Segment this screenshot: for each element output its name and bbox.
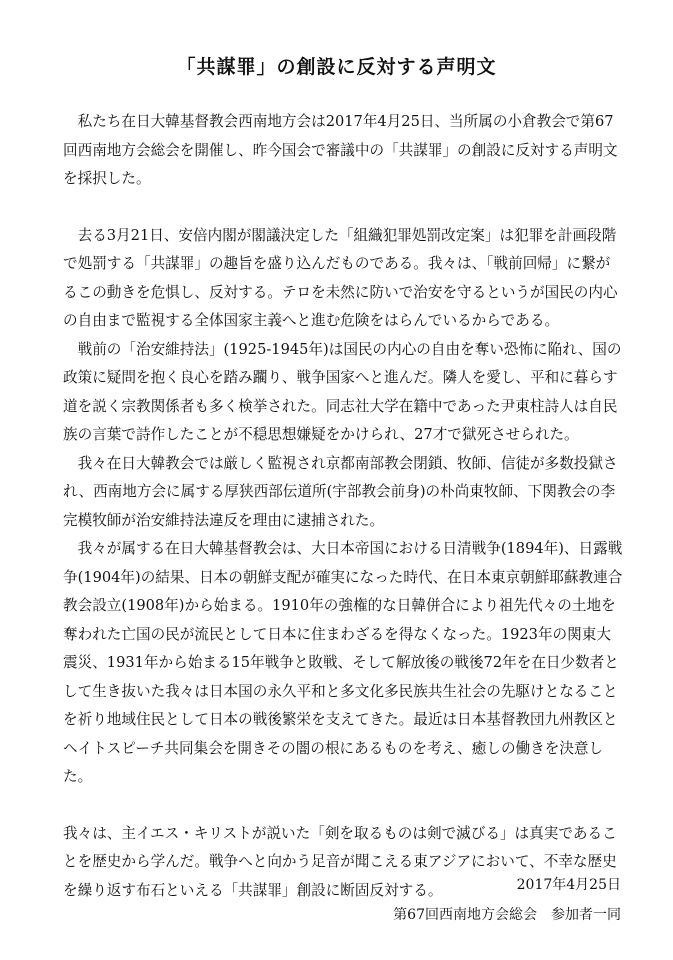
paragraph-gap (63, 194, 623, 222)
document-signer: 第67回西南地方会総会 参加者一同 (393, 907, 621, 923)
paragraph-prewar-law: 戦前の「治安維持法」(1925-1945年)は国民の内心の自由を奪い恐怖に陥れ、国の政策に疑問を抱く良心を踏み躙り、戦争国家へと進んだ。隣人を愛し、平和に暮らす道を説く宗教関係者も多く検挙された。同志社大学在籍中であった尹東柱詩人は自民族の言葉で詩作したことが不穏思想嫌疑をかけられ、27才で獄死させられた。 (63, 340, 622, 443)
paragraph-conclusion: 我々は、主イエス・キリストが説いた「剣を取るものは剣で滅びる」は真実であることを歴史から学んだ。戦争へと向かう足音が聞こえる東アジアにおいて、不幸な歴史を繰り返す布石といえる「共謀罪」創設に断固反対する。 (63, 824, 617, 899)
paragraph-church-history: 我々が属する在日大韓基督教会は、大日本帝国における日清戦争(1894年)、日露戦争(1904年)の結果、日本の朝鮮支配が確実になった時代、在日本東京朝鮮耶蘇教連合教会設立(1908年)から始まる。1910年の強権的な日韓併合により祖先代々の土地を奪われた亡国の民が流民として日本に住まわざるを得なくなった。1923年の関東大震災、1931年から始まる15年戦争と敗戦、そして解放後の戦後72年を在日少数者として生き抜いた我々は日本国の永久平和と多文化多民族共生社会の先駆けとなることを祈り地域住民として日本の戦後繁栄を支えてきた。最近は日本基督教団九州教区とヘイトスピーチ共同集会を開きその闇の根にあるものを考え、癒しの働きを決意した。 (63, 540, 623, 785)
paragraph-intro: 私たち在日大韓基督教会西南地方会は2017年4月25日、当所属の小倉教会で第67回西南地方会総会を開催し、昨今国会で審議中の「共謀罪」の創設に反対する声明文を採択した。 (63, 113, 618, 187)
document-date: 2017年4月25日 (516, 877, 621, 893)
paragraph-gap (63, 792, 623, 820)
document-body (63, 108, 623, 905)
paragraph-bill: 去る3月21日、安倍内閣が閣議決定した「組織犯罪処罰改定案」は犯罪を計画段階で処罰する「共謀罪」の趣旨を盛り込んだものである。我々は、「戦前回帰」に繋がるこの動きを危惧し、反対する。テロを未然に防いで治安を守るというが国民の内心の自由まで監視する全体国家主義へと進む危険をはらんでいるからである。 (63, 226, 618, 329)
document-title: 「共謀罪」の創設に反対する声明文 (176, 56, 497, 78)
paragraph-church-persecution: 我々在日大韓教会では厳しく監視され京都南部教会閉鎖、牧師、信徒が多数投獄され、西南地方会に属する厚狭西部伝道所(宇部教会前身)の朴尚東牧師、下関教会の李完模牧師が治安維持法違反を理由に逮捕された。 (63, 454, 618, 529)
